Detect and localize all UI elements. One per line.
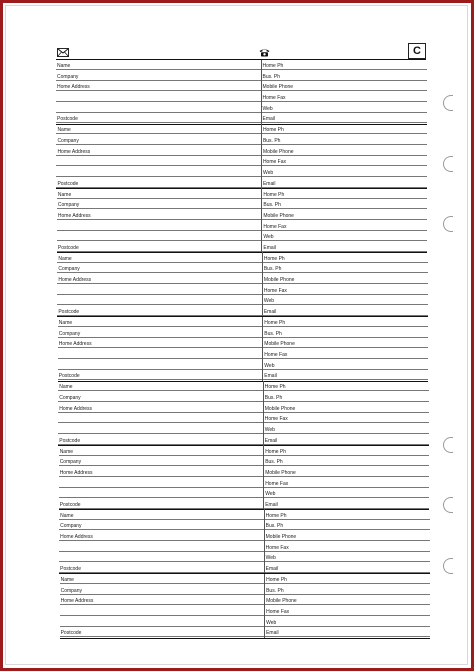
entry-row xyxy=(56,81,427,92)
field-label-web: Web xyxy=(265,491,276,498)
entry-row xyxy=(59,520,430,531)
field-label-bus-ph: Bus. Ph xyxy=(263,202,281,209)
entry-row xyxy=(56,156,427,167)
entry-row xyxy=(59,563,430,574)
field-label-email: Email xyxy=(263,244,276,251)
entry-row xyxy=(57,274,428,285)
entry-row xyxy=(57,252,428,263)
field-label-bus-ph: Bus. Ph xyxy=(262,73,281,80)
field-label-bus-ph: Bus. Ph xyxy=(264,394,283,401)
entry-row xyxy=(57,209,428,220)
field-label-home-fax: Home Fax xyxy=(264,416,288,423)
entry-row xyxy=(60,595,431,606)
binder-hole xyxy=(443,95,453,111)
field-label-email: Email xyxy=(263,309,277,316)
entry-row xyxy=(57,284,428,295)
field-label-company: Company xyxy=(60,523,82,530)
field-label-home-fax: Home Fax xyxy=(265,544,289,551)
field-label-home-fax: Home Fax xyxy=(266,609,290,616)
column-divider xyxy=(264,574,265,638)
field-label-name: Name xyxy=(60,512,74,519)
field-label-postcode: Postcode xyxy=(58,309,80,316)
field-label-name: Name xyxy=(59,384,73,391)
entry-row xyxy=(58,338,429,349)
entry-row xyxy=(56,91,427,102)
binder-hole xyxy=(443,497,453,513)
entry-row xyxy=(60,584,431,595)
field-label-home-fax: Home Fax xyxy=(263,287,287,294)
index-letter-tab: C xyxy=(408,43,426,59)
entry-row xyxy=(58,348,429,359)
entry-row xyxy=(57,263,428,274)
field-label-company: Company xyxy=(58,330,81,337)
entry-row xyxy=(58,327,429,338)
field-label-postcode: Postcode xyxy=(58,373,80,380)
entry-row xyxy=(56,70,427,81)
address-entry xyxy=(57,252,428,316)
field-label-bus-ph: Bus. Ph xyxy=(265,523,284,530)
field-label-bus-ph: Bus. Ph xyxy=(262,137,281,144)
entry-row xyxy=(57,306,428,317)
field-label-home-ph: Home Ph xyxy=(266,577,287,584)
column-divider xyxy=(262,317,263,381)
field-label-web: Web xyxy=(265,555,276,562)
field-label-home-address: Home Address xyxy=(57,84,90,91)
address-entry xyxy=(56,124,427,188)
column-divider xyxy=(261,124,262,188)
field-label-home-ph: Home Ph xyxy=(264,320,286,327)
field-label-email: Email xyxy=(264,437,278,444)
field-label-web: Web xyxy=(264,426,275,433)
field-label-postcode: Postcode xyxy=(60,566,81,573)
field-label-web: Web xyxy=(264,362,275,369)
entry-row xyxy=(56,134,427,145)
entry-row xyxy=(58,391,429,402)
field-label-name: Name xyxy=(60,577,74,584)
entry-row xyxy=(56,60,427,71)
field-label-mobile-phone: Mobile Phone xyxy=(263,212,294,219)
column-divider xyxy=(262,252,263,316)
field-label-home-ph: Home Ph xyxy=(264,384,286,391)
field-label-home-ph: Home Ph xyxy=(265,448,287,455)
column-divider xyxy=(261,188,262,252)
entry-row xyxy=(58,317,429,328)
entry-row xyxy=(57,188,428,199)
field-label-mobile-phone: Mobile Phone xyxy=(265,534,297,541)
field-label-company: Company xyxy=(59,459,82,466)
field-label-bus-ph: Bus. Ph xyxy=(265,459,283,466)
entry-row xyxy=(57,241,428,252)
entry-separator xyxy=(60,638,431,639)
field-label-home-address: Home Address xyxy=(60,598,94,605)
field-label-home-fax: Home Fax xyxy=(264,352,288,359)
field-label-postcode: Postcode xyxy=(59,437,81,444)
entry-row xyxy=(56,166,427,177)
field-label-mobile-phone: Mobile Phone xyxy=(265,469,296,476)
field-label-email: Email xyxy=(266,630,279,637)
field-label-bus-ph: Bus. Ph xyxy=(264,330,282,337)
field-label-email: Email xyxy=(262,116,276,123)
entry-row xyxy=(59,498,430,509)
field-label-home-address: Home Address xyxy=(58,277,92,284)
field-label-home-address: Home Address xyxy=(58,341,92,348)
column-divider xyxy=(261,60,262,124)
field-label-email: Email xyxy=(265,566,279,573)
field-label-company: Company xyxy=(57,202,80,209)
field-label-postcode: Postcode xyxy=(57,116,78,123)
entry-row xyxy=(56,113,427,124)
entry-row xyxy=(59,477,430,488)
entry-row xyxy=(60,574,431,585)
entry-row xyxy=(59,488,430,499)
field-label-company: Company xyxy=(60,587,82,594)
field-label-home-ph: Home Ph xyxy=(263,255,285,262)
field-label-home-fax: Home Fax xyxy=(262,159,286,166)
entry-row xyxy=(57,231,428,242)
entry-row xyxy=(57,199,428,210)
field-label-web: Web xyxy=(263,298,275,305)
entry-row xyxy=(58,381,429,392)
entry-row xyxy=(60,627,431,638)
field-label-name: Name xyxy=(57,191,72,198)
field-label-email: Email xyxy=(262,180,276,187)
binder-hole xyxy=(443,216,453,232)
field-label-name: Name xyxy=(58,255,72,262)
address-entry xyxy=(59,509,430,573)
entry-row xyxy=(56,177,427,188)
address-entry xyxy=(60,574,431,638)
field-label-home-ph: Home Ph xyxy=(265,512,287,519)
entry-row xyxy=(56,124,427,135)
field-label-home-address: Home Address xyxy=(57,212,91,219)
entry-row xyxy=(59,456,430,467)
entry-row xyxy=(59,466,430,477)
entry-row xyxy=(59,509,430,520)
field-label-home-ph: Home Ph xyxy=(262,63,284,70)
column-divider xyxy=(264,509,265,573)
entry-row xyxy=(59,552,430,563)
field-label-email: Email xyxy=(264,373,277,380)
address-entry xyxy=(59,445,430,509)
field-label-home-address: Home Address xyxy=(59,469,93,476)
entry-row xyxy=(59,531,430,542)
field-label-postcode: Postcode xyxy=(57,244,79,251)
field-label-postcode: Postcode xyxy=(57,180,79,187)
address-entry xyxy=(57,188,428,252)
column-divider xyxy=(263,445,264,509)
entry-row xyxy=(58,413,429,424)
field-label-name: Name xyxy=(57,127,71,134)
entry-row xyxy=(57,220,428,231)
entry-row xyxy=(58,370,429,381)
field-label-mobile-phone: Mobile Phone xyxy=(264,341,295,348)
address-entry xyxy=(58,381,429,445)
field-label-mobile-phone: Mobile Phone xyxy=(263,277,295,284)
field-label-mobile-phone: Mobile Phone xyxy=(264,405,296,412)
field-label-web: Web xyxy=(266,619,277,626)
entry-row xyxy=(56,102,427,113)
field-label-name: Name xyxy=(57,63,71,70)
field-label-email: Email xyxy=(265,501,278,508)
field-label-mobile-phone: Mobile Phone xyxy=(262,84,294,91)
field-label-web: Web xyxy=(262,105,273,112)
field-label-company: Company xyxy=(58,266,80,273)
field-label-web: Web xyxy=(262,169,274,176)
entry-row xyxy=(59,445,430,456)
field-label-name: Name xyxy=(59,448,74,455)
field-label-company: Company xyxy=(57,137,79,144)
entry-row xyxy=(59,541,430,552)
field-label-postcode: Postcode xyxy=(59,501,81,508)
field-label-postcode: Postcode xyxy=(60,630,82,637)
field-label-home-fax: Home Fax xyxy=(263,223,287,230)
field-label-home-ph: Home Ph xyxy=(263,191,285,198)
field-label-home-address: Home Address xyxy=(60,534,93,541)
entry-row xyxy=(60,605,431,616)
entry-row xyxy=(60,616,431,627)
binder-hole xyxy=(443,437,453,453)
field-label-home-fax: Home Fax xyxy=(262,95,286,102)
field-label-home-address: Home Address xyxy=(57,148,91,155)
address-entry xyxy=(58,317,429,381)
entry-row xyxy=(58,423,429,434)
binder-hole xyxy=(443,156,453,172)
entry-row xyxy=(58,359,429,370)
column-divider xyxy=(263,381,264,445)
field-label-company: Company xyxy=(57,73,79,80)
entry-row xyxy=(57,295,428,306)
field-label-home-address: Home Address xyxy=(59,405,93,412)
field-label-bus-ph: Bus. Ph xyxy=(263,266,282,273)
address-entry xyxy=(56,60,427,124)
field-label-web: Web xyxy=(263,234,274,241)
field-label-home-ph: Home Ph xyxy=(262,127,284,134)
entry-row xyxy=(58,402,429,413)
field-label-mobile-phone: Mobile Phone xyxy=(262,148,294,155)
entry-row xyxy=(56,145,427,156)
field-label-home-fax: Home Fax xyxy=(265,480,289,487)
field-label-mobile-phone: Mobile Phone xyxy=(266,598,297,605)
field-label-company: Company xyxy=(59,394,81,401)
entry-row xyxy=(58,434,429,445)
field-label-bus-ph: Bus. Ph xyxy=(266,587,284,594)
field-label-name: Name xyxy=(58,320,73,327)
binder-hole xyxy=(443,558,453,574)
